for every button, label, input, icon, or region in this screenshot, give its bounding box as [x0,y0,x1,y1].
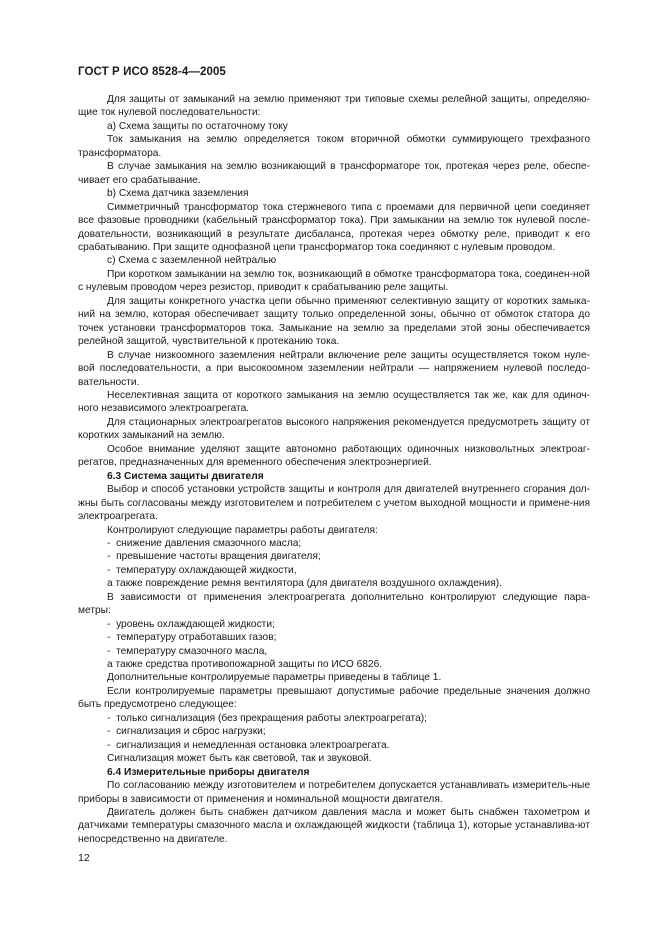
paragraph: Для стационарных электроагрегатов высокого напряжения рекомендуется предусмотреть защиту от коротких замыканий на землю. [78,416,590,442]
page-number: 12 [78,852,90,864]
paragraph: В зависимости от применения электроагрегата дополнительно контролируют следующие пара-метры: [78,591,590,617]
bullet-item: - только сигнализация (без прекращения работы электроагрегата); [78,712,590,725]
paragraph: Двигатель должен быть снабжен датчиком давления масла и может быть снабжен тахометром и датчиками температуры смазочного масла и охлаждающей жидкости (таблица 1), которые устанавлива-ют непосредственно на двигателе. [78,807,590,845]
paragraph: По согласованию между изготовителем и потребителем допускается устанавливать измеритель-ные приборы в зависимости от применения и номинальной мощности двигателя. [78,780,590,805]
paragraph: Для защиты конкретного участка цепи обычно применяют селективную защиту от коротких замыка-ний на землю, которая обеспечивает защиту только определенной зоны, обычно от обмоток статора до точек установки трансформаторов тока. Замыкание на землю за пределами этой зоны обеспечивается релейной защитой, чувствительной к протеканию тока. [78,295,590,348]
paragraph: Сигнализация может быть как световой, так и звуковой. [107,753,372,765]
bullet-item: - превышение частоты вращения двигателя; [78,550,590,563]
list-item-c: c) Схема с заземленной нейтралью [107,255,277,267]
paragraph: Неселективная защита от короткого замыкания на землю осуществляется так же, как для одиноч-ного независимого электроагрегата. [78,389,590,415]
bullet-item: - сигнализация и сброс нагрузки; [78,725,590,738]
section-heading-6-4: 6.4 Измерительные приборы двигателя [107,766,310,778]
document-body [78,93,590,846]
paragraph: а также повреждение ремня вентилятора (для двигателя воздушного охлаждения). [107,578,502,590]
bullet-item: - температуру отработавших газов; [78,631,590,644]
list-item-b: b) Схема датчика заземления [107,188,249,200]
paragraph: В случае замыкания на землю возникающий в трансформаторе ток, протекая через реле, обеспе-чивает его срабатывание. [78,161,590,186]
bullet-item: - сигнализация и немедленная остановка электроагрегата. [78,739,590,752]
bullet-item: - температуру охлаждающей жидкости, [78,564,590,577]
list-item-a: a) Схема защиты по остаточному току [107,120,288,132]
paragraph: а также средства противопожарной защиты по ИСО 6826. [107,659,383,671]
bullet-item: - уровень охлаждающей жидкости; [78,618,590,631]
paragraph: Особое внимание уделяют защите автономно работающих одиночных низковольтных электроаг-регатов, предназначенных для временного обеспечения электроэнергией. [78,443,590,469]
bullet-item: - снижение давления смазочного масла; [78,537,590,550]
paragraph: Выбор и способ установки устройств защиты и контроля для двигателей внутреннего сгорания дол-жны быть согласованы между изготовителем и потребителем с учетом выходной мощности и примене-ния электроагрегата. [78,484,590,523]
paragraph: Контролируют следующие параметры работы двигателя: [107,524,378,536]
paragraph: Ток замыкания на землю определяется током вторичной обмотки суммирующего трехфазного трансформатора. [78,134,590,159]
paragraph: При коротком замыкании на землю ток, возникающий в обмотке трансформатора тока, соединен-ной с нулевым проводом через резистор, приводит к срабатыванию реле защиты. [78,268,590,294]
paragraph: Симметричный трансформатор тока стержневого типа с проемами для первичной цепи соединяет все фазовые проводники (кабельный трансформатор тока). При замыкании на землю ток нулевой после-довательности, возникающий в результате дисбаланса, протекая через обмотку реле, приводит к его срабатыванию. При защите однофазной цепи трансформатор тока соединяют с нулевым проводом. [78,201,590,253]
paragraph: Дополнительные контролируемые параметры приведены в таблице 1. [107,672,442,684]
document-header: ГОСТ Р ИСО 8528-4—2005 [78,66,226,78]
section-heading-6-3: 6.3 Система защиты двигателя [107,470,264,482]
paragraph: Если контролируемые параметры превышают допустимые рабочие предельные значения должно быть предусмотрено следующее: [78,685,590,711]
paragraph: Для защиты от замыканий на землю применяют три типовые схемы релейной защиты, определяю-щие ток нулевой последовательности: [78,94,590,119]
paragraph: В случае низкоомного заземления нейтрали включение реле защиты осуществляется током нуле-вой последовательности, а при высокоомном заземлении нейтрали — напряжением нулевой последо-вательности. [78,349,590,388]
bullet-item: - температуру смазочного масла, [78,645,590,658]
